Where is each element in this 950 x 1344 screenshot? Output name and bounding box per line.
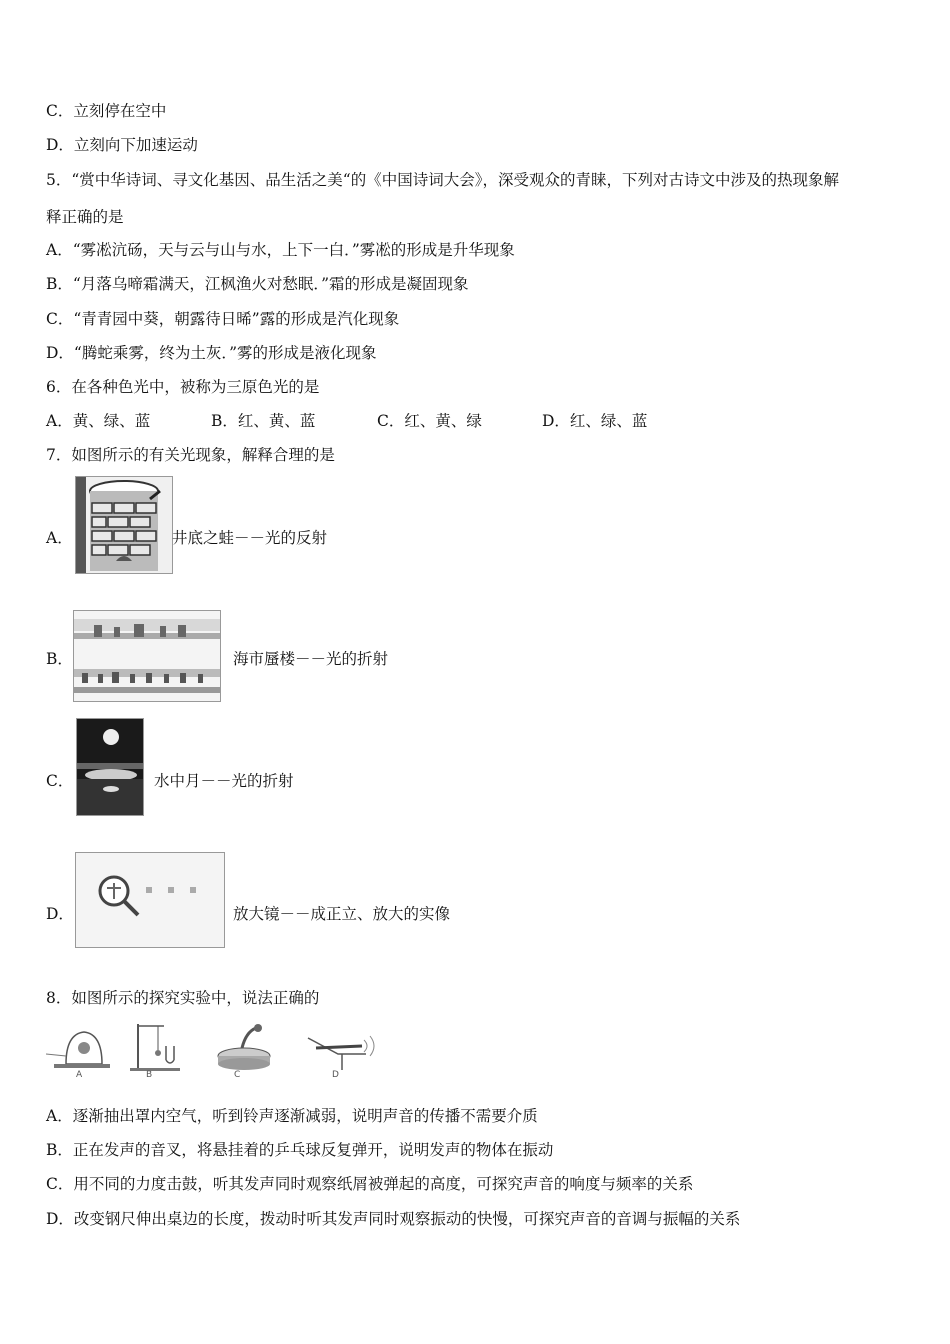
magnifier-illustration [76, 853, 224, 947]
fig-label-d: D [332, 1070, 339, 1080]
q8-option-d: D．改变钢尺伸出桌边的长度，拨动时听其发声同时观察振动的快慢，可探究声音的音调与振幅的关系 [46, 1210, 741, 1228]
q7-option-a-label: A． [46, 529, 73, 547]
q5-option-a: A．“雾凇沆砀，天与云与山与水，上下一白．”雾凇的形成是升华现象 [46, 241, 515, 259]
fig-label-c: C [234, 1070, 241, 1080]
q7-option-c-label: C． [46, 772, 74, 790]
q8-option-a: A．逐渐抽出罩内空气，听到铃声逐渐减弱，说明声音的传播不需要介质 [46, 1107, 538, 1125]
q5-option-b: B．“月落乌啼霜满天，江枫渔火对愁眠．”霜的形成是凝固现象 [46, 275, 469, 293]
magnifier-image [75, 852, 225, 948]
q7-option-b-text: 海市蜃楼－－光的折射 [233, 650, 389, 668]
q4-option-c: C．立刻停在空中 [46, 102, 167, 120]
mirage-illustration [74, 611, 220, 701]
fig-label-b: B [146, 1070, 153, 1080]
q6-option-d: D．红、绿、蓝 [542, 412, 648, 430]
q7-option-a-text: 井底之蛙－－光的反射 [172, 529, 328, 547]
moon-water-illustration [77, 719, 143, 815]
q5-stem-line1: 5．“赏中华诗词、寻文化基因、品生活之美“的《中国诗词大会》，深受观众的青睐，下列对古诗文中涉及的热现象解 [46, 171, 839, 189]
q7-option-d-text: 放大镜－－成正立、放大的实像 [233, 905, 451, 923]
well-frog-image [75, 476, 173, 574]
q8-stem: 8．如图所示的探究实验中，说法正确的 [46, 989, 320, 1007]
q5-option-d: D．“腾蛇乘雾，终为土灰．”雾的形成是液化现象 [46, 344, 377, 362]
q6-option-a: A．黄、绿、蓝 [46, 412, 151, 430]
q5-stem-line2: 释正确的是 [46, 208, 124, 226]
q8-option-b: B．正在发声的音叉，将悬挂着的乒乓球反复弹开，说明发声的物体在振动 [46, 1141, 554, 1159]
q4-option-d: D．立刻向下加速运动 [46, 136, 198, 154]
mirage-image [73, 610, 221, 702]
q7-option-c-text: 水中月－－光的折射 [154, 772, 294, 790]
q6-stem: 6．在各种色光中，被称为三原色光的是 [46, 378, 320, 396]
fig-label-a: A [76, 1070, 83, 1080]
sound-experiments-illustration [46, 1018, 380, 1082]
q7-stem: 7．如图所示的有关光现象，解释合理的是 [46, 446, 335, 464]
moon-water-image [76, 718, 144, 816]
q6-option-c: C．红、黄、绿 [377, 412, 482, 430]
well-illustration [76, 477, 172, 573]
q5-option-c: C．“青青园中葵，朝露待日晞”露的形成是汽化现象 [46, 310, 400, 328]
sound-experiments-figure [46, 1018, 380, 1082]
q7-option-d-label: D． [46, 905, 74, 923]
q8-option-c: C．用不同的力度击鼓，听其发声同时观察纸屑被弹起的高度，可探究声音的响度与频率的关系 [46, 1175, 694, 1193]
q7-option-b-label: B． [46, 650, 73, 668]
q6-option-b: B．红、黄、蓝 [211, 412, 316, 430]
